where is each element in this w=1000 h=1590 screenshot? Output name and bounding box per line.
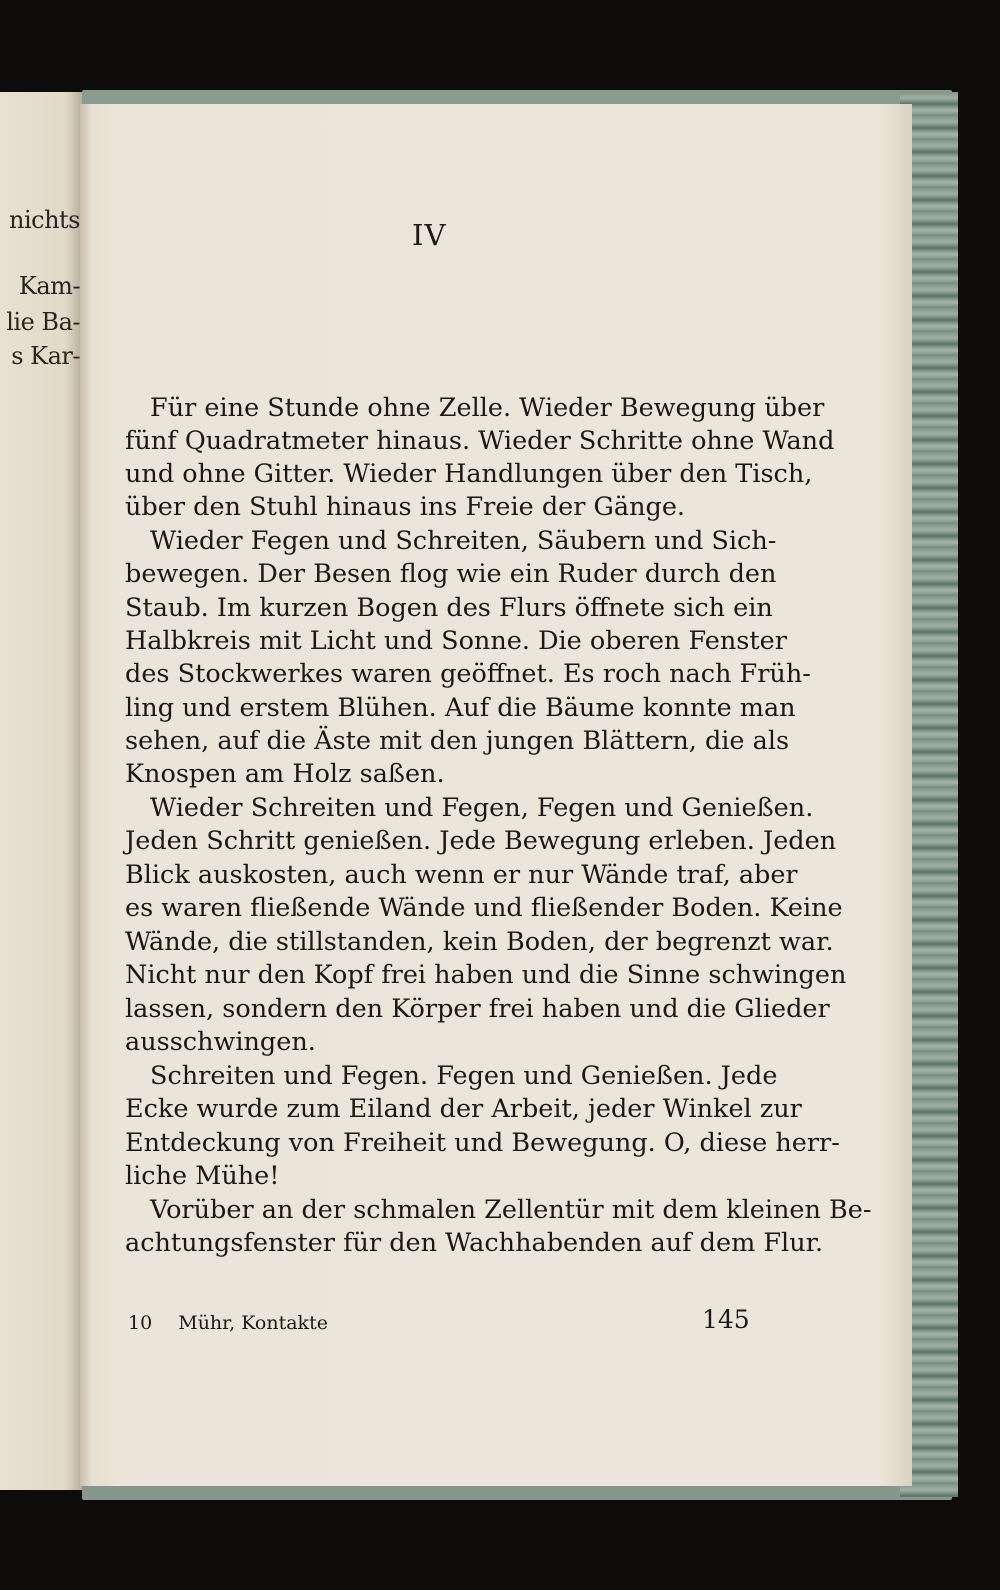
- text-line: achtungsfenster für den Wachhabenden auf dem Flur.: [125, 1228, 824, 1258]
- text-line: ling und erstem Blühen. Auf die Bäume konnte man: [125, 693, 796, 723]
- text-line: ausschwingen.: [125, 1027, 316, 1057]
- text-line: es waren fließende Wände und fließender Boden. Keine: [125, 893, 843, 923]
- text-line: Nicht nur den Kopf frei haben und die Sinne schwingen: [125, 960, 847, 990]
- text-line: des Stockwerkes waren geöffnet. Es roch nach Früh-: [125, 659, 811, 689]
- text-line: Knospen am Holz saßen.: [125, 759, 445, 789]
- page-number: 145: [702, 1305, 750, 1334]
- short-title: Mühr, Kontakte: [178, 1312, 328, 1334]
- text-line: Wieder Fegen und Schreiten, Säubern und Sich-: [150, 526, 777, 556]
- text-line: Für eine Stunde ohne Zelle. Wieder Bewegung über: [150, 393, 825, 423]
- text-line: Schreiten und Fegen. Fegen und Genießen. Jede: [150, 1061, 778, 1091]
- text-line: Wieder Schreiten und Fegen, Fegen und Genießen.: [150, 793, 814, 823]
- text-line: und ohne Gitter. Wieder Handlungen über den Tisch,: [125, 459, 813, 489]
- text-line: Ecke wurde zum Eiland der Arbeit, jeder Winkel zur: [125, 1094, 802, 1124]
- facing-page-fragment: Kam-: [18, 272, 80, 300]
- text-line: über den Stuhl hinaus ins Freie der Gänge.: [125, 492, 686, 522]
- text-line: Jeden Schritt genießen. Jede Bewegung erleben. Jeden: [125, 826, 837, 856]
- signature-mark: 10: [128, 1312, 153, 1334]
- text-line: Entdeckung von Freiheit und Bewegung. O, diese herr-: [125, 1128, 840, 1158]
- text-line: Blick auskosten, auch wenn er nur Wände traf, aber: [125, 860, 798, 890]
- page-footer-signature: [128, 1312, 328, 1334]
- facing-page-fragment: s Kar-: [11, 342, 80, 370]
- text-line: liche Mühe!: [125, 1161, 280, 1191]
- text-line: Vorüber an der schmalen Zellentür mit dem kleinen Be-: [150, 1195, 872, 1225]
- facing-page: [0, 92, 82, 1490]
- facing-page-fragment: lie Ba-: [6, 308, 80, 336]
- text-line: bewegen. Der Besen flog wie ein Ruder durch den: [125, 559, 777, 589]
- section-heading: IV: [412, 218, 447, 252]
- facing-page-fragment: nichts: [9, 206, 80, 234]
- text-line: Halbkreis mit Licht und Sonne. Die oberen Fenster: [125, 626, 787, 656]
- text-line: Staub. Im kurzen Bogen des Flurs öffnete sich ein: [125, 593, 773, 623]
- text-line: Wände, die stillstanden, kein Boden, der begrenzt war.: [125, 927, 834, 957]
- text-line: lassen, sondern den Körper frei haben und die Glieder: [125, 994, 830, 1024]
- text-line: sehen, auf die Äste mit den jungen Blättern, die als: [125, 726, 790, 756]
- text-line: fünf Quadratmeter hinaus. Wieder Schritte ohne Wand: [125, 426, 835, 456]
